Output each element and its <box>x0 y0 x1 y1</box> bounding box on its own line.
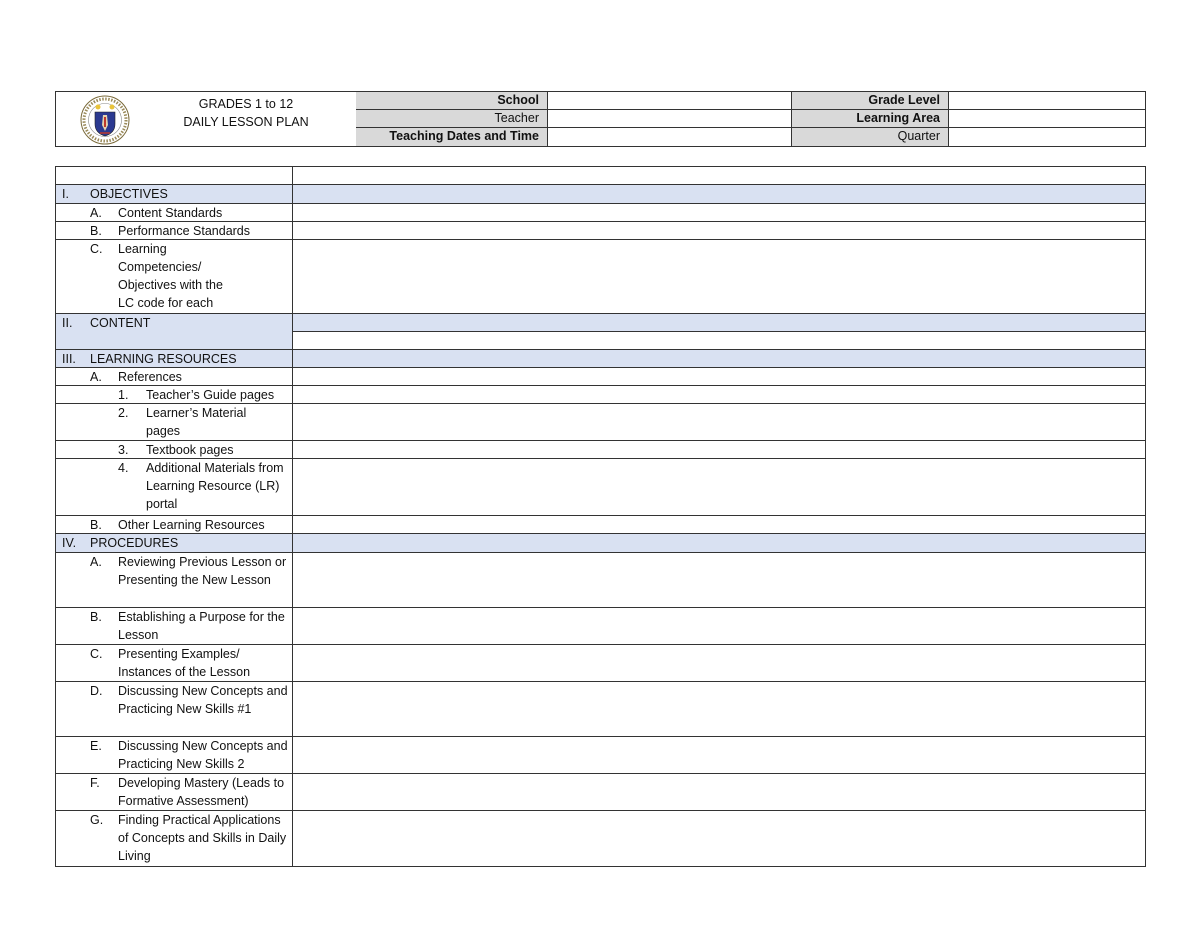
row-label <box>56 608 293 644</box>
row-label <box>56 404 293 440</box>
row-label <box>56 386 293 403</box>
row-text: Discussing New Concepts and Practicing New Skills #1 <box>118 684 288 716</box>
row-label <box>56 811 293 866</box>
header-title <box>146 95 346 131</box>
row-text: Establishing a Purpose for the Lesson <box>118 610 285 642</box>
row-label <box>56 350 293 367</box>
row-content-cell[interactable] <box>293 368 1145 385</box>
row-text: Finding Practical Applications of Concepts and Skills in Daily Living <box>118 813 287 863</box>
row-number: A. <box>90 370 102 384</box>
row-number: B. <box>90 518 102 532</box>
header-row-3 <box>356 128 1145 146</box>
table-row-learning-competencies <box>56 240 1145 314</box>
row-number: 3. <box>118 443 129 457</box>
table-row-practical-applications <box>56 811 1145 866</box>
content-sub-header <box>293 314 1145 332</box>
row-text: Learner’s Material pages <box>146 406 247 438</box>
row-content-cell[interactable] <box>293 553 1145 607</box>
row-content-cell[interactable] <box>293 204 1145 221</box>
table-row-discussing-concepts-1 <box>56 682 1145 737</box>
teaching-dates-field[interactable] <box>548 128 792 146</box>
row-label <box>56 368 293 385</box>
row-number: C. <box>90 647 103 661</box>
row-text: Textbook pages <box>146 443 234 457</box>
row-label <box>56 441 293 458</box>
row-text: Other Learning Resources <box>118 518 265 532</box>
row-number: IV. <box>62 536 77 550</box>
row-content-cell[interactable] <box>293 441 1145 458</box>
row-number: B. <box>90 610 102 624</box>
table-row-presenting-examples <box>56 645 1145 682</box>
teacher-field[interactable] <box>548 110 792 127</box>
grade-level-field[interactable] <box>949 92 1145 109</box>
row-content-cell[interactable] <box>293 240 1145 313</box>
row-number: E. <box>90 739 102 753</box>
table-row-teachers-guide <box>56 386 1145 404</box>
table-row-reviewing-previous-lesson <box>56 553 1145 608</box>
lesson-plan-table <box>55 166 1146 867</box>
row-text: Additional Materials from Learning Resource (LR) portal <box>146 461 284 511</box>
table-row-establishing-purpose <box>56 608 1145 645</box>
quarter-label: Quarter <box>792 128 949 146</box>
table-row-references <box>56 368 1145 386</box>
section-procedures <box>56 534 1145 553</box>
row-text: Performance Standards <box>118 224 251 238</box>
row-number: I. <box>62 187 69 201</box>
header-logo-cell <box>56 92 357 146</box>
learning-area-label: Learning Area <box>792 110 949 127</box>
row-number: G. <box>90 813 104 827</box>
row-content-cell[interactable] <box>293 608 1145 644</box>
row-text: Teacher’s Guide pages <box>146 388 275 402</box>
table-row-other-resources <box>56 516 1145 534</box>
header-fields <box>356 92 1145 146</box>
quarter-field[interactable] <box>949 128 1145 146</box>
row-text: CONTENT <box>90 316 151 330</box>
school-label: School <box>356 92 548 109</box>
row-content-cell[interactable] <box>293 737 1145 773</box>
row-content-cell[interactable] <box>293 459 1145 515</box>
section-content <box>56 314 1145 350</box>
header-title-line2: DAILY LESSON PLAN <box>183 115 309 129</box>
teacher-label: Teacher <box>356 110 548 127</box>
row-content-cell[interactable] <box>293 167 1145 184</box>
row-label <box>56 774 293 810</box>
row-number: A. <box>90 555 102 569</box>
table-row-blank <box>56 167 1145 185</box>
header-row-1 <box>356 92 1145 110</box>
deped-seal-icon <box>80 95 130 145</box>
row-label <box>56 516 293 533</box>
row-content-cell[interactable] <box>293 350 1145 367</box>
row-number: A. <box>90 206 102 220</box>
row-label <box>56 645 293 681</box>
row-number: II. <box>62 316 73 330</box>
teaching-dates-label: Teaching Dates and Time <box>356 128 548 146</box>
row-content-cell[interactable] <box>293 682 1145 736</box>
row-text: References <box>118 370 182 384</box>
row-text: Developing Mastery (Leads to Formative Assessment) <box>118 776 285 808</box>
header-row-2 <box>356 110 1145 128</box>
section-objectives <box>56 185 1145 204</box>
table-row-textbook <box>56 441 1145 459</box>
row-number: 2. <box>118 406 129 420</box>
row-content-cell[interactable] <box>293 222 1145 239</box>
table-row-developing-mastery <box>56 774 1145 811</box>
row-label <box>56 314 293 349</box>
row-text: Presenting Examples/ Instances of the Lesson <box>118 647 251 679</box>
header-title-line1: GRADES 1 to 12 <box>198 97 294 111</box>
row-text: LEARNING RESOURCES <box>90 352 237 366</box>
row-number: C. <box>90 242 103 256</box>
row-number: 1. <box>118 388 129 402</box>
row-number: F. <box>90 776 100 790</box>
row-content-cell[interactable] <box>293 774 1145 810</box>
row-content-cell[interactable] <box>293 314 1145 349</box>
row-content-cell[interactable] <box>293 516 1145 533</box>
row-label <box>56 737 293 773</box>
row-content-cell[interactable] <box>293 645 1145 681</box>
row-label <box>56 167 293 184</box>
table-row-learners-material <box>56 404 1145 441</box>
row-label <box>56 185 293 203</box>
row-label <box>56 240 293 313</box>
row-content-cell[interactable] <box>293 185 1145 203</box>
row-number: B. <box>90 224 102 238</box>
table-row-discussing-concepts-2 <box>56 737 1145 774</box>
row-text: Reviewing Previous Lesson or Presenting the New Lesson <box>118 555 287 587</box>
row-label <box>56 459 293 515</box>
row-label <box>56 534 293 552</box>
row-text: Discussing New Concepts and Practicing New Skills 2 <box>118 739 288 771</box>
row-number: 4. <box>118 461 129 475</box>
table-row-content-standards <box>56 204 1145 222</box>
row-label <box>56 553 293 607</box>
row-text: Learning Competencies/ Objectives with the LC code for each <box>118 242 223 310</box>
row-content-cell[interactable] <box>293 404 1145 440</box>
row-number: III. <box>62 352 76 366</box>
grade-level-label: Grade Level <box>792 92 949 109</box>
row-content-cell[interactable] <box>293 811 1145 866</box>
table-row-additional-materials <box>56 459 1145 516</box>
row-text: PROCEDURES <box>90 536 179 550</box>
header-table <box>55 91 1146 147</box>
row-content-cell[interactable] <box>293 386 1145 403</box>
row-label <box>56 204 293 221</box>
table-row-performance-standards <box>56 222 1145 240</box>
row-number: D. <box>90 684 103 698</box>
learning-area-field[interactable] <box>949 110 1145 127</box>
row-label <box>56 222 293 239</box>
row-label <box>56 682 293 736</box>
section-learning-resources <box>56 350 1145 368</box>
school-field[interactable] <box>548 92 792 109</box>
row-text: Content Standards <box>118 206 223 220</box>
row-text: OBJECTIVES <box>90 187 168 201</box>
row-content-cell[interactable] <box>293 534 1145 552</box>
